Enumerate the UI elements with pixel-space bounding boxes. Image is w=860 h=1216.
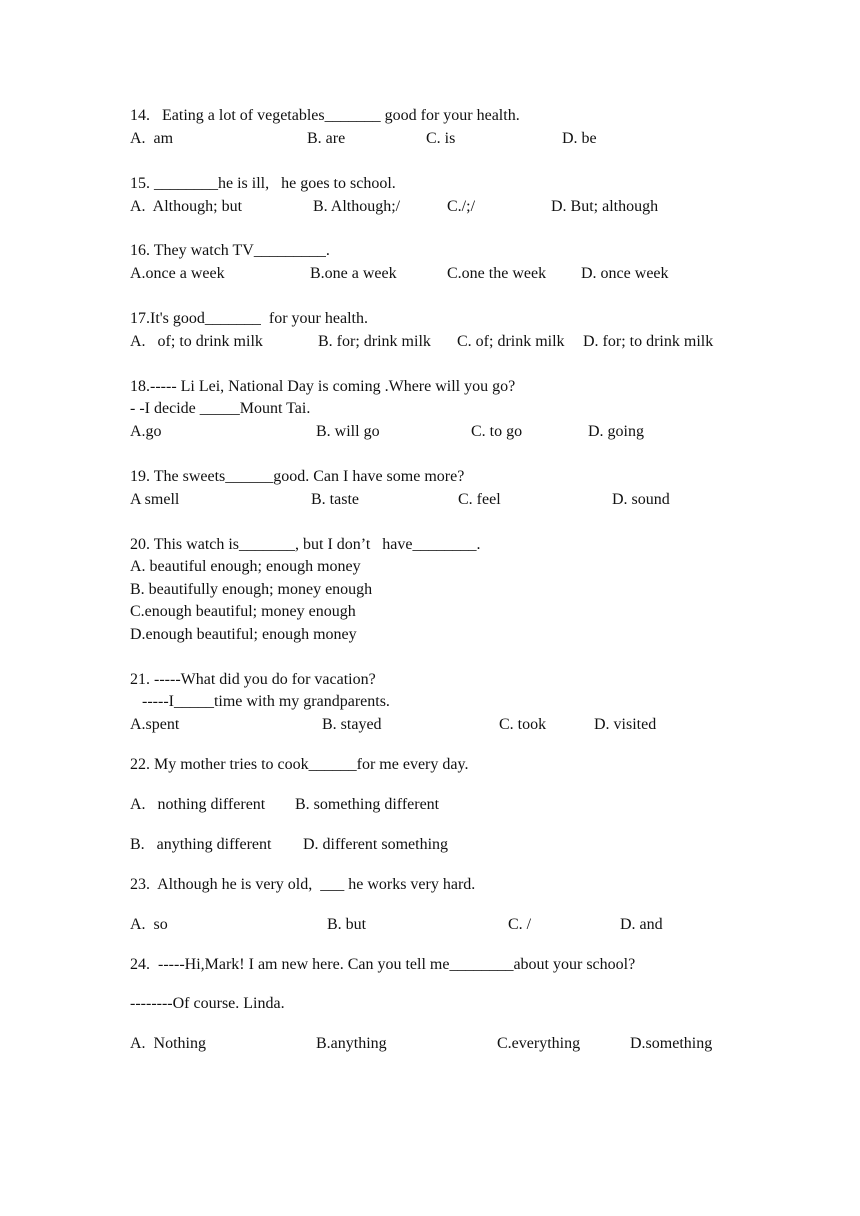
question-21-stem: 21. -----What did you do for vacation? [130, 671, 376, 688]
question-16-option-c: C.one the week [447, 265, 547, 282]
question-22-option-d: D. different something [303, 836, 449, 853]
question-16-stem: 16. They watch TV_________. [130, 242, 330, 259]
question-20-option-c: C.enough beautiful; money enough [130, 603, 356, 620]
question-23-option-a: A. so [130, 916, 168, 933]
question-14-option-a: A. am [130, 130, 174, 147]
question-19-option-d: D. sound [612, 491, 670, 508]
question-23-option-d: D. and [620, 916, 663, 933]
question-20-stem: 20. This watch is_______, but I don’t have________. [130, 536, 481, 553]
question-21-option-b: B. stayed [322, 716, 382, 733]
question-23-option-b: B. but [327, 916, 367, 933]
question-17-stem: 17.It's good_______ for your health. [130, 310, 368, 327]
question-19-stem: 19. The sweets______good. Can I have some more? [130, 468, 465, 485]
question-23-stem: 23. Although he is very old, ___ he works very hard. [130, 876, 476, 893]
question-24-option-c: C.everything [497, 1035, 581, 1052]
question-21-option-c: C. took [499, 716, 547, 733]
question-24-option-a: A. Nothing [130, 1035, 206, 1052]
question-21-option-d: D. visited [594, 716, 657, 733]
question-24-option-d: D.something [630, 1035, 713, 1052]
question-17-option-d: D. for; to drink milk [583, 333, 714, 350]
question-20-option-b: B. beautifully enough; money enough [130, 581, 373, 598]
question-20-option-a: A. beautiful enough; enough money [130, 558, 361, 575]
question-18-option-d: D. going [588, 423, 644, 440]
question-17-option-c: C. of; drink milk [457, 333, 565, 350]
question-15-option-d: D. But; although [551, 198, 659, 215]
question-24-stem: 24. -----Hi,Mark! I am new here. Can you tell me________about your school? [130, 956, 636, 973]
question-16-option-b: B.one a week [310, 265, 397, 282]
question-15-option-b: B. Although;/ [313, 198, 401, 215]
question-15-option-a: A. Although; but [130, 198, 243, 215]
question-15-option-c: C./;/ [447, 198, 476, 215]
question-22-option-c: B. anything different [130, 836, 272, 853]
question-14-option-c: C. is [426, 130, 456, 147]
question-14-stem: 14. Eating a lot of vegetables_______ good for your health. [130, 107, 520, 124]
question-17-option-a: A. of; to drink milk [130, 333, 263, 350]
question-24-option-b: B.anything [316, 1035, 387, 1052]
question-16-option-d: D. once week [581, 265, 669, 282]
question-20-option-d: D.enough beautiful; enough money [130, 626, 357, 643]
question-16-option-a: A.once a week [130, 265, 225, 282]
question-17-option-b: B. for; drink milk [318, 333, 431, 350]
question-18-stem: 18.----- Li Lei, National Day is coming .Where will you go? [130, 378, 516, 395]
question-21-reply: -----I_____time with my grandparents. [130, 693, 390, 710]
question-19-option-b: B. taste [311, 491, 359, 508]
question-19-option-a: A smell [130, 491, 180, 508]
question-24-reply: --------Of course. Linda. [130, 995, 285, 1012]
question-14-option-b: B. are [307, 130, 346, 147]
question-18-reply: - -I decide _____Mount Tai. [130, 400, 311, 417]
question-14-option-d: D. be [562, 130, 597, 147]
question-19-option-c: C. feel [458, 491, 501, 508]
question-23-option-c: C. / [508, 916, 532, 933]
question-21-option-a: A.spent [130, 716, 180, 733]
question-18-option-c: C. to go [471, 423, 523, 440]
question-22-option-b: B. something different [295, 796, 440, 813]
question-22-option-a: A. nothing different [130, 796, 266, 813]
question-18-option-a: A.go [130, 423, 162, 440]
question-18-option-b: B. will go [316, 423, 380, 440]
question-15-stem: 15. ________he is ill, he goes to school. [130, 175, 396, 192]
question-22-stem: 22. My mother tries to cook______for me every day. [130, 756, 469, 773]
